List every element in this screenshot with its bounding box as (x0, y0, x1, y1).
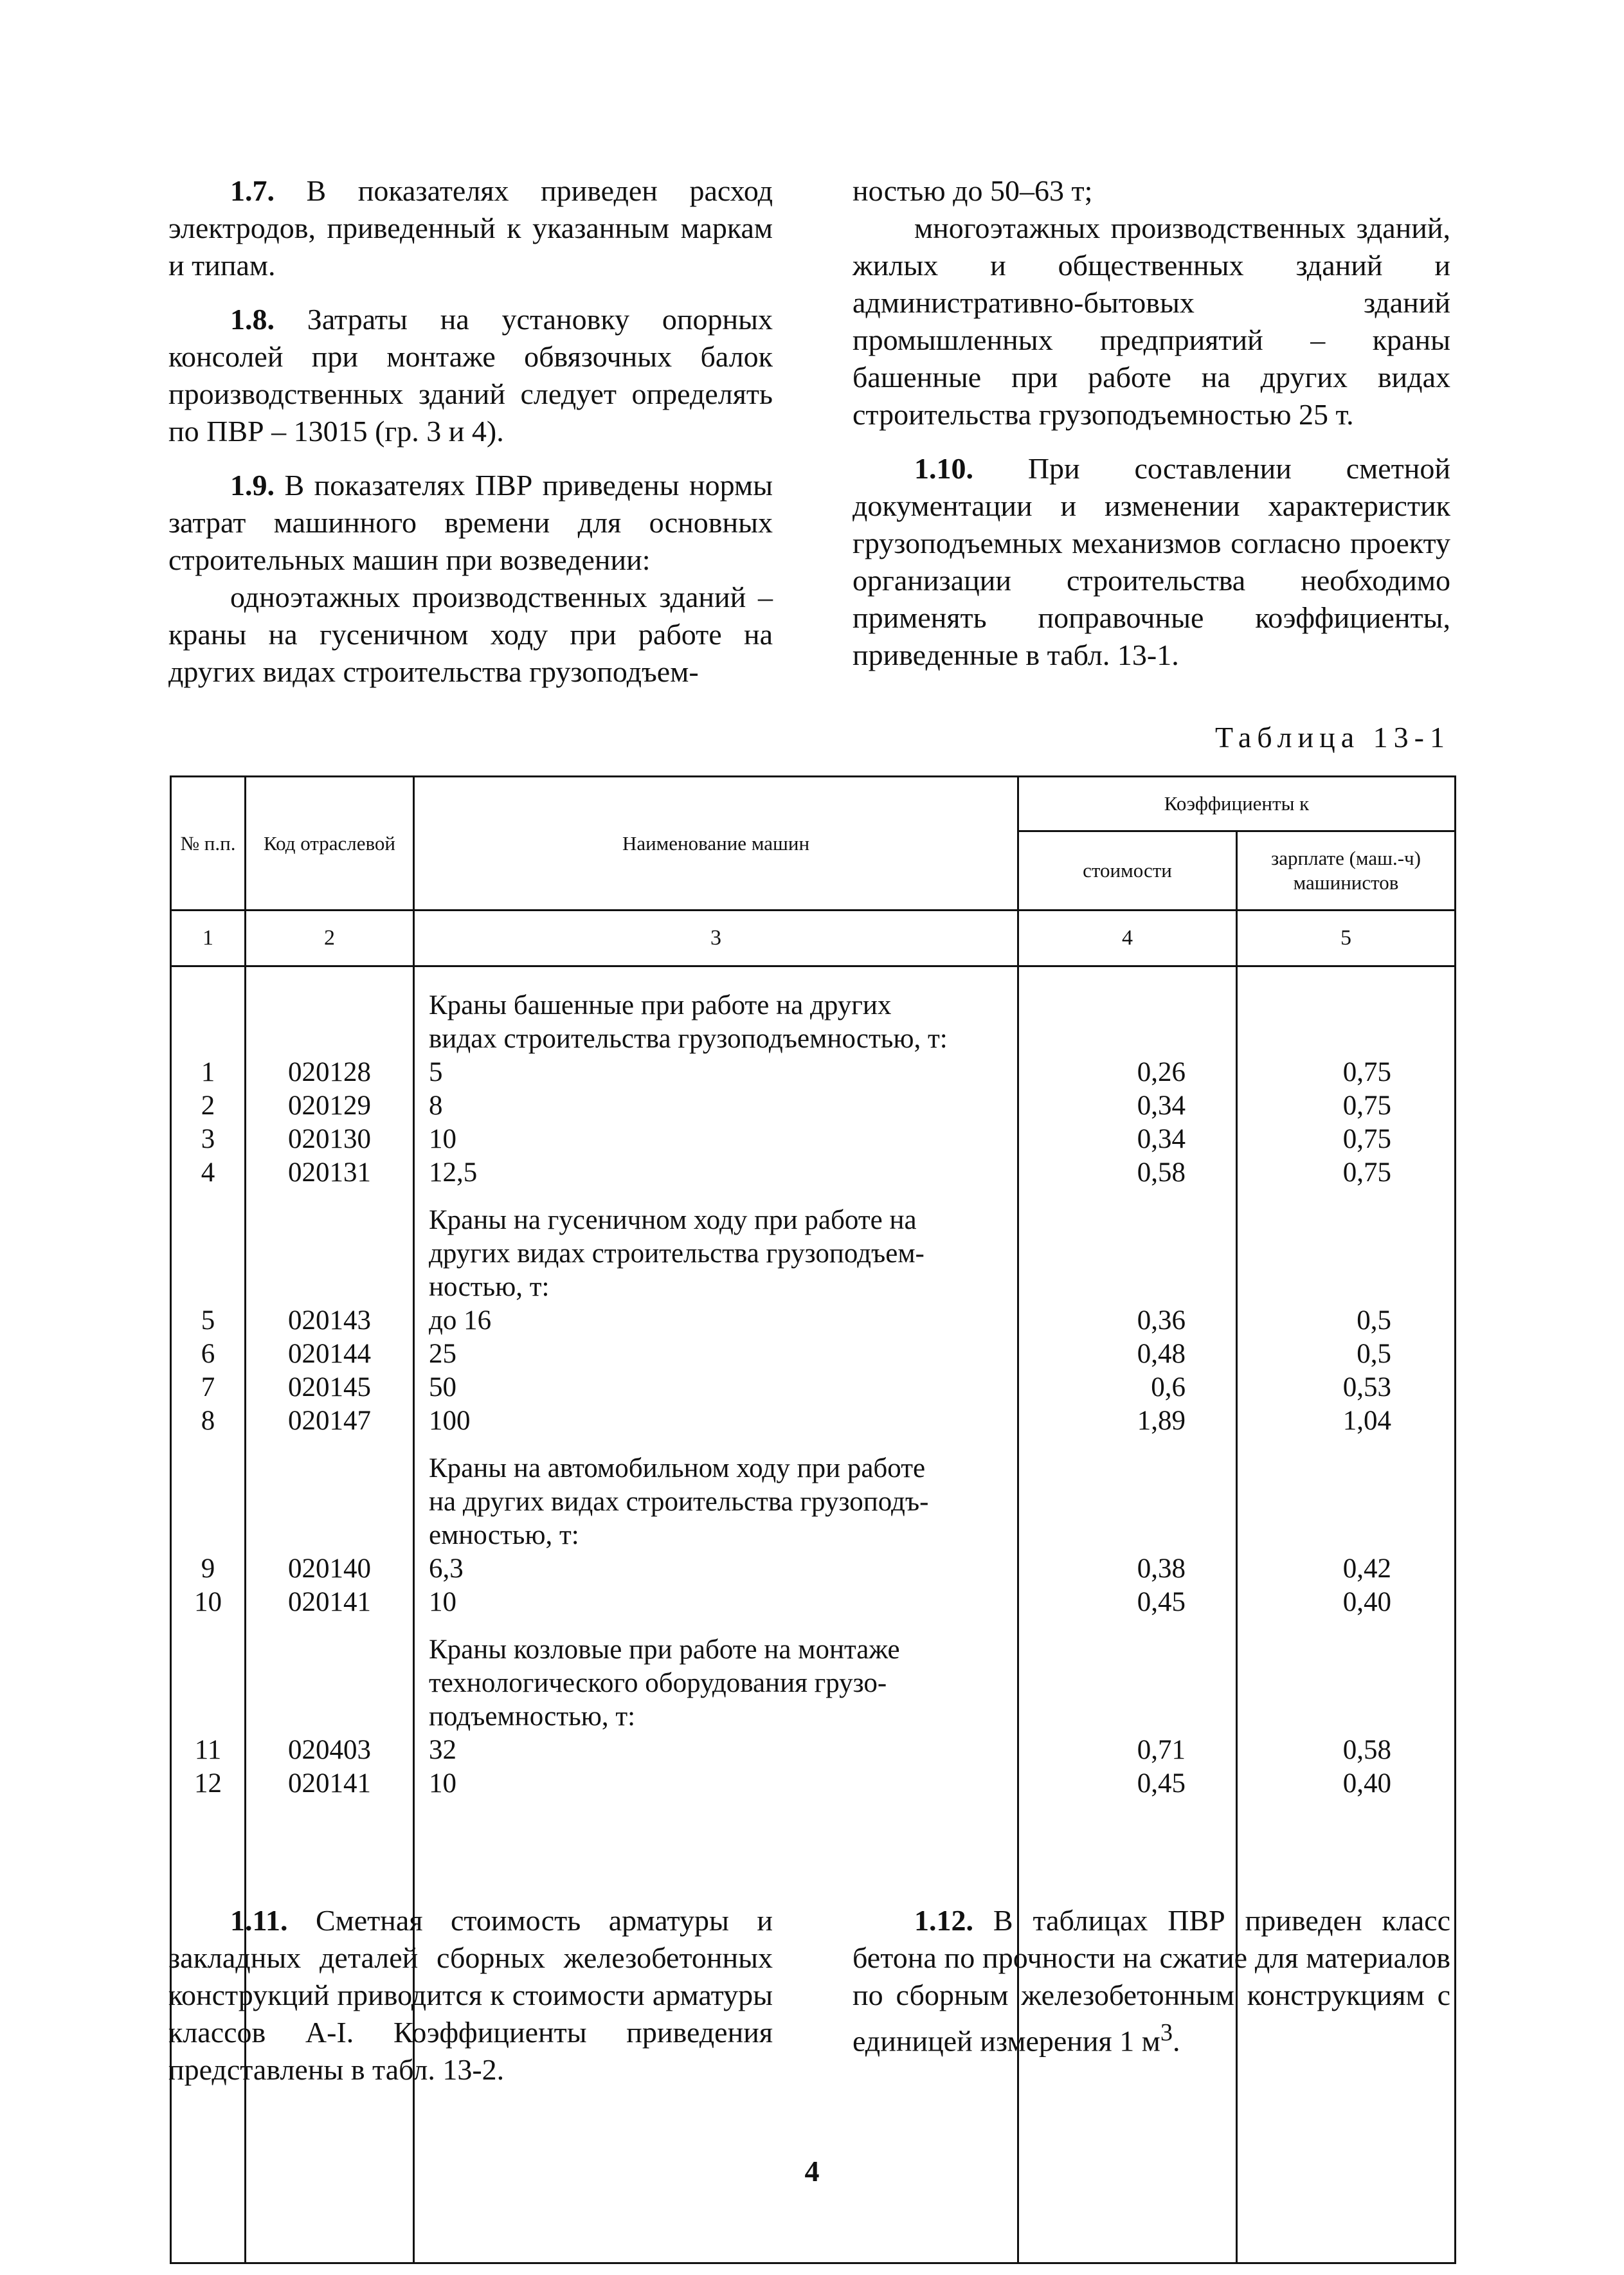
row-name: 6,3 (429, 1554, 464, 1584)
group-title-line: на других видах строительства грузоподъ- (429, 1487, 929, 1517)
paragraph-1-12 (853, 1902, 1450, 2060)
row-number: 1 (201, 1057, 215, 1087)
row-cost-coef: 0,45 (1137, 1587, 1186, 1617)
row-number: 3 (201, 1124, 215, 1154)
paragraph-text: В показателях приведен расход электродов, приведенный к указанным маркам и типам. (168, 174, 773, 282)
blank-line (1019, 1204, 1186, 1237)
paragraph-multistorey: многоэтажных производственных зданий, жилых и общественных зданий и административно-бытовых зданий промышленных предприятий – краны башенные при работе на других видах строительства грузоподъемностью 25 т. (853, 212, 1450, 431)
group-block (246, 1204, 413, 1438)
row-salary-coef: 0,75 (1342, 1057, 1391, 1087)
row-code: 020140 (288, 1554, 371, 1584)
row-number: 9 (201, 1554, 215, 1584)
row-name: 10 (429, 1768, 456, 1799)
paragraph-number: 1.8. (230, 303, 275, 336)
blank-line (172, 1452, 244, 1485)
blank-line (172, 1700, 244, 1734)
row-cost-coef: 1,89 (1137, 1406, 1186, 1436)
table-title: Таблица 13-1 (1214, 721, 1450, 754)
header-cost: стоимости (1018, 831, 1237, 911)
blank-line (246, 1667, 413, 1700)
paragraph-text: В показателях ПВР приведены нормы затрат машинного времени для основных строительных машин при возведении: (168, 469, 773, 576)
blank-line (1019, 1452, 1186, 1485)
group-block (1238, 1452, 1391, 1619)
paragraph-1-9-sub: одноэтажных производственных зданий – краны на гусеничном ходу при работе на других видах строительства грузоподъем- (168, 581, 773, 688)
row-code: 020403 (288, 1735, 371, 1765)
group-block (246, 989, 413, 1190)
right-column-bottom (853, 1902, 1450, 2076)
paragraph-text: Затраты на установку опорных консолей при монтаже обвязочных балок производственных зданий следует определять по ПВР – 13015 (гр. 3 и 4). (168, 303, 773, 448)
row-salary-coef: 0,75 (1342, 1124, 1391, 1154)
blank-line (246, 1633, 413, 1667)
left-column-bottom (168, 1902, 773, 2105)
blank-line (246, 1204, 413, 1237)
row-salary-coef: 0,40 (1342, 1768, 1391, 1799)
blank-line (246, 1022, 413, 1056)
left-column-top (168, 172, 773, 707)
row-salary-coef: 0,5 (1357, 1305, 1391, 1336)
group-title-line: подъемностью, т: (429, 1701, 636, 1732)
group-block (172, 1633, 244, 1800)
blank-line (172, 1633, 244, 1667)
row-salary-coef: 0,42 (1342, 1554, 1391, 1584)
column-number: 3 (414, 911, 1018, 966)
blank-line (1019, 1237, 1186, 1271)
blank-line (246, 1237, 413, 1271)
paragraph-number: 1.7. (230, 174, 275, 207)
blank-line (1238, 1022, 1391, 1056)
row-cost-coef: 0,48 (1137, 1339, 1186, 1369)
row-name: 25 (429, 1339, 456, 1369)
row-name: 100 (429, 1406, 471, 1436)
group-title-line: Краны на автомобильном ходу при работе (429, 1453, 926, 1483)
blank-line (1019, 1700, 1186, 1734)
blank-line (1238, 1485, 1391, 1519)
header-salary: зарплате (маш.-ч) машинистов (1237, 831, 1456, 911)
group-block (429, 989, 1017, 1190)
row-name: 10 (429, 1124, 456, 1154)
row-salary-coef: 0,58 (1342, 1735, 1391, 1765)
paragraph-number: 1.11. (230, 1904, 288, 1937)
row-cost-coef: 0,26 (1137, 1057, 1186, 1087)
blank-line (1238, 1700, 1391, 1734)
row-cost-coef: 0,45 (1137, 1768, 1186, 1799)
row-salary-coef: 0,53 (1342, 1372, 1391, 1402)
row-salary-coef: 0,5 (1357, 1339, 1391, 1369)
group-block (1238, 1204, 1391, 1438)
blank-line (1019, 989, 1186, 1022)
row-number: 4 (201, 1157, 215, 1188)
group-block (246, 1633, 413, 1800)
group-title-line: ностью, т: (429, 1272, 550, 1302)
paragraph-1-9 (168, 467, 773, 579)
paragraph-end: . (1172, 2024, 1180, 2058)
group-title-line: Краны козловые при работе на монтаже (429, 1635, 900, 1665)
group-block (246, 1452, 413, 1619)
group-block (172, 1204, 244, 1438)
blank-line (246, 1700, 413, 1734)
row-name: 10 (429, 1587, 456, 1617)
superscript: 3 (1160, 2019, 1173, 2046)
blank-line (246, 1271, 413, 1304)
column-number: 1 (171, 911, 246, 966)
row-salary-coef: 0,75 (1342, 1157, 1391, 1188)
paragraph-number: 1.12. (914, 1904, 973, 1937)
row-name: 5 (429, 1057, 443, 1087)
blank-line (1238, 1452, 1391, 1485)
header-coefficients: Коэффициенты к (1018, 777, 1456, 831)
row-code: 020141 (288, 1587, 371, 1617)
blank-line (1019, 1667, 1186, 1700)
paragraph-continuation: ностью до 50–63 т; (853, 174, 1093, 207)
row-code: 020131 (288, 1157, 371, 1188)
row-cost-coef: 0,36 (1137, 1305, 1186, 1336)
row-salary-coef: 1,04 (1342, 1406, 1391, 1436)
paragraph-1-11 (168, 1902, 773, 2089)
blank-line (1019, 1519, 1186, 1552)
blank-line (1238, 1667, 1391, 1700)
blank-line (1238, 1204, 1391, 1237)
paragraph-text: Сметная стоимость арматуры и закладных деталей сборных железобетонных конструкций приводится к стоимости арматуры классов A-I. Коэффициенты приведения представлены в табл. 13-2. (168, 1904, 773, 2086)
paragraph-text: При составлении сметной документации и изменении характеристик грузоподъемных механизмов согласно проекту организации строительства необходимо применять поправочные коэффициенты, приведенные в табл. 13-1. (853, 452, 1450, 671)
group-block (1238, 989, 1391, 1190)
row-code: 020129 (288, 1091, 371, 1121)
row-code: 020128 (288, 1057, 371, 1087)
column-number: 2 (246, 911, 414, 966)
blank-line (1238, 1633, 1391, 1667)
blank-line (172, 989, 244, 1022)
blank-line (1019, 1022, 1186, 1056)
blank-line (1238, 1237, 1391, 1271)
row-number: 12 (194, 1768, 222, 1799)
group-title-line: Краны башенные при работе на других (429, 990, 892, 1020)
blank-line (172, 1022, 244, 1056)
group-title-line: емностью, т: (429, 1520, 579, 1550)
row-cost-coef: 0,71 (1137, 1735, 1186, 1765)
paragraph-1-7 (168, 172, 773, 284)
row-code: 020143 (288, 1305, 371, 1336)
blank-line (1019, 1485, 1186, 1519)
row-code: 020145 (288, 1372, 371, 1402)
paragraph-1-8 (168, 301, 773, 450)
group-title-line: видах строительства грузоподъемностью, т: (429, 1024, 948, 1054)
row-cost-coef: 0,38 (1137, 1554, 1186, 1584)
blank-line (1238, 989, 1391, 1022)
row-code: 020141 (288, 1768, 371, 1799)
blank-line (172, 1485, 244, 1519)
page-number: 4 (804, 2155, 820, 2188)
group-block (1019, 1204, 1186, 1438)
paragraph-number: 1.10. (914, 452, 973, 485)
paragraph-number: 1.9. (230, 469, 275, 502)
group-title-line: других видах строительства грузоподъем- (429, 1238, 925, 1269)
row-cost-coef: 0,34 (1137, 1124, 1186, 1154)
group-title-line: технологического оборудования грузо- (429, 1668, 887, 1698)
row-cost-coef: 0,34 (1137, 1091, 1186, 1121)
row-code: 020147 (288, 1406, 371, 1436)
blank-line (1238, 1519, 1391, 1552)
blank-line (1238, 1271, 1391, 1304)
row-code: 020144 (288, 1339, 371, 1369)
header-name: Наименование машин (414, 777, 1018, 911)
row-cost-coef: 0,58 (1137, 1157, 1186, 1188)
row-number: 11 (194, 1735, 222, 1765)
group-title-line: Краны на гусеничном ходу при работе на (429, 1205, 917, 1235)
row-number: 10 (194, 1587, 222, 1617)
blank-line (1019, 1633, 1186, 1667)
paragraph-text: В таблицах ПВР приведен класс бетона по прочности на сжатие для материалов по сборным железобетонным конструкциям с единицей измерения 1 м (853, 1904, 1451, 2058)
group-block (1019, 1633, 1186, 1800)
header-code: Код отраслевой (246, 777, 414, 911)
group-block (172, 989, 244, 1190)
blank-line (246, 1519, 413, 1552)
row-name: 50 (429, 1372, 456, 1402)
group-block (429, 1204, 1017, 1438)
group-block (429, 1452, 1017, 1619)
group-block (429, 1633, 1017, 1800)
row-name: до 16 (429, 1305, 492, 1336)
blank-line (246, 1485, 413, 1519)
column-number: 4 (1018, 911, 1237, 966)
group-block (1019, 1452, 1186, 1619)
row-number: 5 (201, 1305, 215, 1336)
row-number: 8 (201, 1406, 215, 1436)
row-name: 8 (429, 1091, 443, 1121)
header-num: № п.п. (171, 777, 246, 911)
blank-line (246, 989, 413, 1022)
group-block (1019, 989, 1186, 1190)
right-column-top (853, 172, 1450, 691)
row-number: 2 (201, 1091, 215, 1121)
row-number: 6 (201, 1339, 215, 1369)
row-code: 020130 (288, 1124, 371, 1154)
blank-line (172, 1204, 244, 1237)
blank-line (172, 1667, 244, 1700)
blank-line (246, 1452, 413, 1485)
column-number: 5 (1237, 911, 1456, 966)
row-salary-coef: 0,75 (1342, 1091, 1391, 1121)
blank-line (172, 1237, 244, 1271)
blank-line (172, 1519, 244, 1552)
blank-line (172, 1271, 244, 1304)
row-cost-coef: 0,6 (1151, 1372, 1186, 1402)
row-name: 12,5 (429, 1157, 478, 1188)
row-number: 7 (201, 1372, 215, 1402)
row-salary-coef: 0,40 (1342, 1587, 1391, 1617)
group-block (1238, 1633, 1391, 1800)
row-name: 32 (429, 1735, 456, 1765)
paragraph-1-10 (853, 450, 1450, 674)
blank-line (1019, 1271, 1186, 1304)
group-block (172, 1452, 244, 1619)
